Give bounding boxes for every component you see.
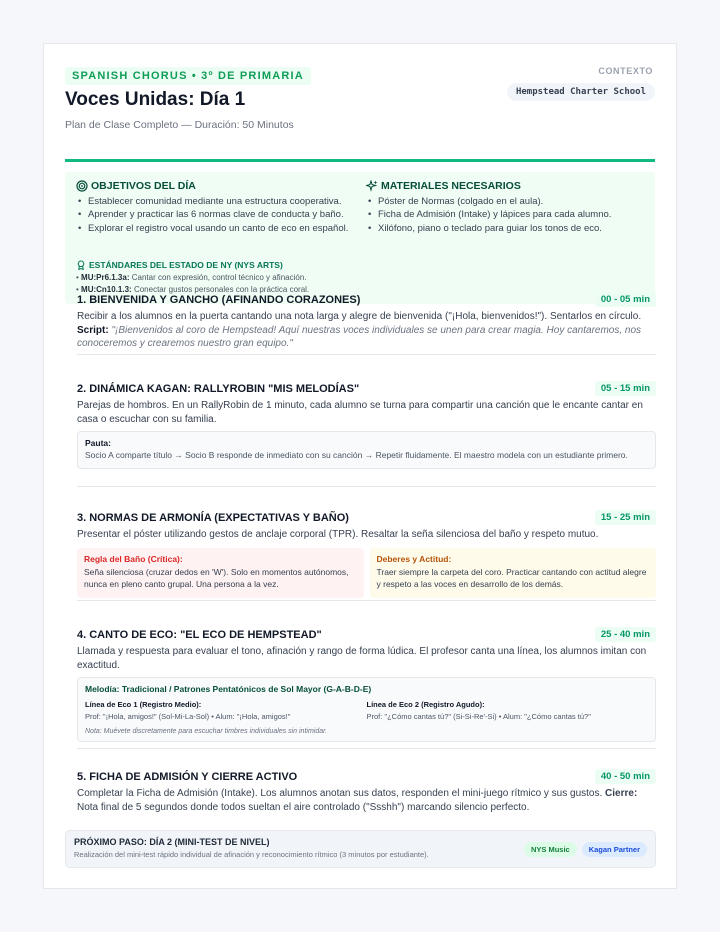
section-title: 4. CANTO DE ECO: "EL ECO DE HEMPSTEAD" [77, 628, 322, 641]
standards-heading [76, 260, 309, 270]
lesson-plan-page [43, 43, 677, 889]
closing-label: Cierre: [605, 788, 638, 799]
tag-kagan-partner: Kagan Partner [582, 842, 647, 857]
standard-code: MU:Cn10.1.3: [81, 285, 132, 294]
echo-line-text: Prof: "¿Cómo cantas tú?" (Si-Si-Re'-Si) • Alum: "¿Cómo cantas tú?" [366, 712, 591, 721]
section-text [77, 310, 656, 351]
sparkles-icon [366, 180, 378, 192]
section-echo [77, 627, 656, 749]
melody-title: Melodía: Tradicional / Patrones Pentatónicos de Sol Mayor (G-A-B-D-E) [85, 684, 372, 694]
standard-text: Conectar gustos personales con la práctica coral. [133, 285, 310, 294]
section-body: Presentar el póster utilizando gestos de anclaje corporal (TPR). Resaltar la seña silenciosa del baño y respeto mutuo. [77, 529, 599, 540]
bathroom-rule-title: Regla del Baño (Crítica): [84, 553, 183, 564]
header [65, 66, 655, 156]
objectives-heading-text: OBJETIVOS DEL DÍA [91, 180, 196, 192]
course-badge: SPANISH CHORUS • 3º DE PRIMARIA [65, 67, 311, 85]
standard-item: • MU:Pr6.1.3a: Cantar con expresión, control técnico y afinación. [76, 273, 307, 282]
section-header [77, 627, 656, 642]
time-badge: 00 - 05 min [595, 292, 656, 307]
section-intake [77, 769, 656, 819]
script-label: Script: [77, 324, 109, 336]
header-divider [65, 159, 655, 162]
duties-card [370, 548, 657, 598]
tag-list [524, 842, 647, 857]
closing-text: Nota final de 5 segundos donde todos sueltan el aire controlado ("Ssshh") marcando silencio perfecto. [77, 801, 530, 813]
target-icon [76, 180, 88, 192]
section-title: 5. FICHA DE ADMISIÓN Y CIERRE ACTIVO [77, 770, 298, 783]
list-item: • Póster de Normas (colgado en el aula). [366, 196, 636, 208]
standards-block [76, 260, 309, 294]
context-block [507, 66, 655, 101]
bathroom-rule-card [77, 548, 364, 598]
section-title: 1. BIENVENIDA Y GANCHO (AFINANDO CORAZONES) [77, 293, 361, 306]
section-title: 2. DINÁMICA KAGAN: RALLYROBIN "MIS MELODÍAS" [77, 382, 360, 395]
script-block [77, 325, 641, 350]
echo-line-title: Línea de Eco 2 (Registro Agudo): [366, 700, 485, 709]
section-body: Llamada y respuesta para evaluar el tono, afinación y rango de forma lúdica. El profesor canta una línea, los alumnos imitan con exactitud. [77, 646, 647, 671]
echo-box [77, 677, 656, 742]
section-welcome [77, 292, 656, 355]
section-body: Completar la Ficha de Admisión (Intake). Los alumnos anotan sus datos, responden el mini-juego rítmico y sus gustos. [77, 788, 603, 799]
section-header [77, 510, 656, 525]
guideline-title: Pauta: [85, 438, 111, 448]
objectives-heading [76, 180, 356, 192]
section-header [77, 292, 656, 307]
echo-note: Nota: Muévete discretamente para escuchar timbres individuales sin intimidar. [85, 728, 328, 735]
rules-row [77, 548, 656, 598]
list-item: • Establecer comunidad mediante una estructura cooperativa. [76, 196, 356, 208]
section-title: 3. NORMAS DE ARMONÍA (EXPECTATIVAS Y BAÑO) [77, 511, 349, 524]
time-badge: 40 - 50 min [595, 769, 656, 784]
echo-lines [85, 700, 648, 721]
echo-line-1 [85, 700, 367, 721]
materials-heading-text: MATERIALES NECESARIOS [381, 180, 521, 192]
section-body: Parejas de hombros. En un RallyRobin de 1 minuto, cada alumno se turna para compartir una canción que le encante cantar en casa o escuchar con su familia. [77, 400, 643, 425]
tag-nys-music: NYS Music [524, 842, 577, 857]
section-text [77, 787, 656, 814]
next-step-banner [65, 830, 656, 868]
school-pill: Hempstead Charter School [507, 83, 655, 101]
section-body: Recibir a los alumnos en la puerta cantando una nota larga y alegre de bienvenida ("¡Hola, bienvenidos!"). Sentarlos en círculo. [77, 311, 642, 322]
objectives-panel [65, 172, 655, 304]
objectives-list [76, 196, 356, 235]
duties-title: Deberes y Actitud: [376, 553, 452, 564]
context-label: CONTEXTO [598, 66, 653, 76]
materials-list [366, 196, 636, 235]
time-badge: 05 - 15 min [595, 381, 656, 396]
standard-code: MU:Pr6.1.3a: [81, 273, 130, 282]
list-item: • Ficha de Admisión (Intake) y lápices para cada alumno. [366, 209, 636, 221]
standard-item: • MU:Cn10.1.3: Conectar gustos personales con la práctica coral. [76, 285, 310, 294]
list-item: • Explorar el registro vocal usando un canto de eco en español. [76, 223, 356, 235]
guideline-box [77, 431, 656, 469]
echo-line-title: Línea de Eco 1 (Registro Medio): [85, 700, 202, 709]
section-header [77, 769, 656, 784]
materials-heading [366, 180, 636, 192]
list-item: • Aprender y practicar las 6 normas clave de conducta y baño. [76, 209, 356, 221]
section-header [77, 381, 656, 396]
bathroom-rule-text: Seña silenciosa (cruzar dedos en 'W'). Solo en momentos autónomos, nunca en pleno canto grupal. Una persona a la vez. [84, 566, 349, 589]
section-kagan [77, 381, 656, 487]
script-text: "¡Bienvenidos al coro de Hempstead! Aquí nuestras voces individuales se unen para crear magia. Hoy cantaremos, nos conoceremos y crearemos nuestro gran equipo." [77, 324, 642, 349]
standard-text: Cantar con expresión, control técnico y afinación. [131, 273, 307, 282]
page-title: Voces Unidas: Día 1 [65, 89, 246, 110]
award-icon [76, 260, 86, 270]
guideline-text: Socio A comparte título → Socio B responde de inmediato con su canción → Repetir fluidamente. El maestro modela con un estudiante primero. [85, 450, 628, 460]
list-item: • Xilófono, piano o teclado para guiar los tonos de eco. [366, 223, 636, 235]
echo-line-2 [367, 700, 649, 721]
next-step-title: PRÓXIMO PASO: DÍA 2 (MINI-TEST DE NIVEL) [74, 837, 270, 847]
standards-heading-text: ESTÁNDARES DEL ESTADO DE NY (NYS ARTS) [89, 260, 283, 270]
materials-column [366, 180, 636, 236]
duties-text: Traer siempre la carpeta del coro. Practicar cantando con actitud alegre y respeto a las voces en desarrollo de los demás. [376, 566, 647, 589]
page-subtitle: Plan de Clase Completo — Duración: 50 Minutos [65, 119, 294, 131]
time-badge: 15 - 25 min [595, 510, 656, 525]
section-norms [77, 510, 656, 601]
echo-line-text: Prof: "¡Hola, amigos!" (Sol-Mi-La-Sol) • Alum: "¡Hola, amigos!" [85, 712, 291, 721]
next-step-text: Realización del mini-test rápido individual de afinación y reconocimiento rítmico (3 minutos por estudiante). [74, 850, 429, 859]
time-badge: 25 - 40 min [595, 627, 656, 642]
objectives-column [76, 180, 356, 236]
